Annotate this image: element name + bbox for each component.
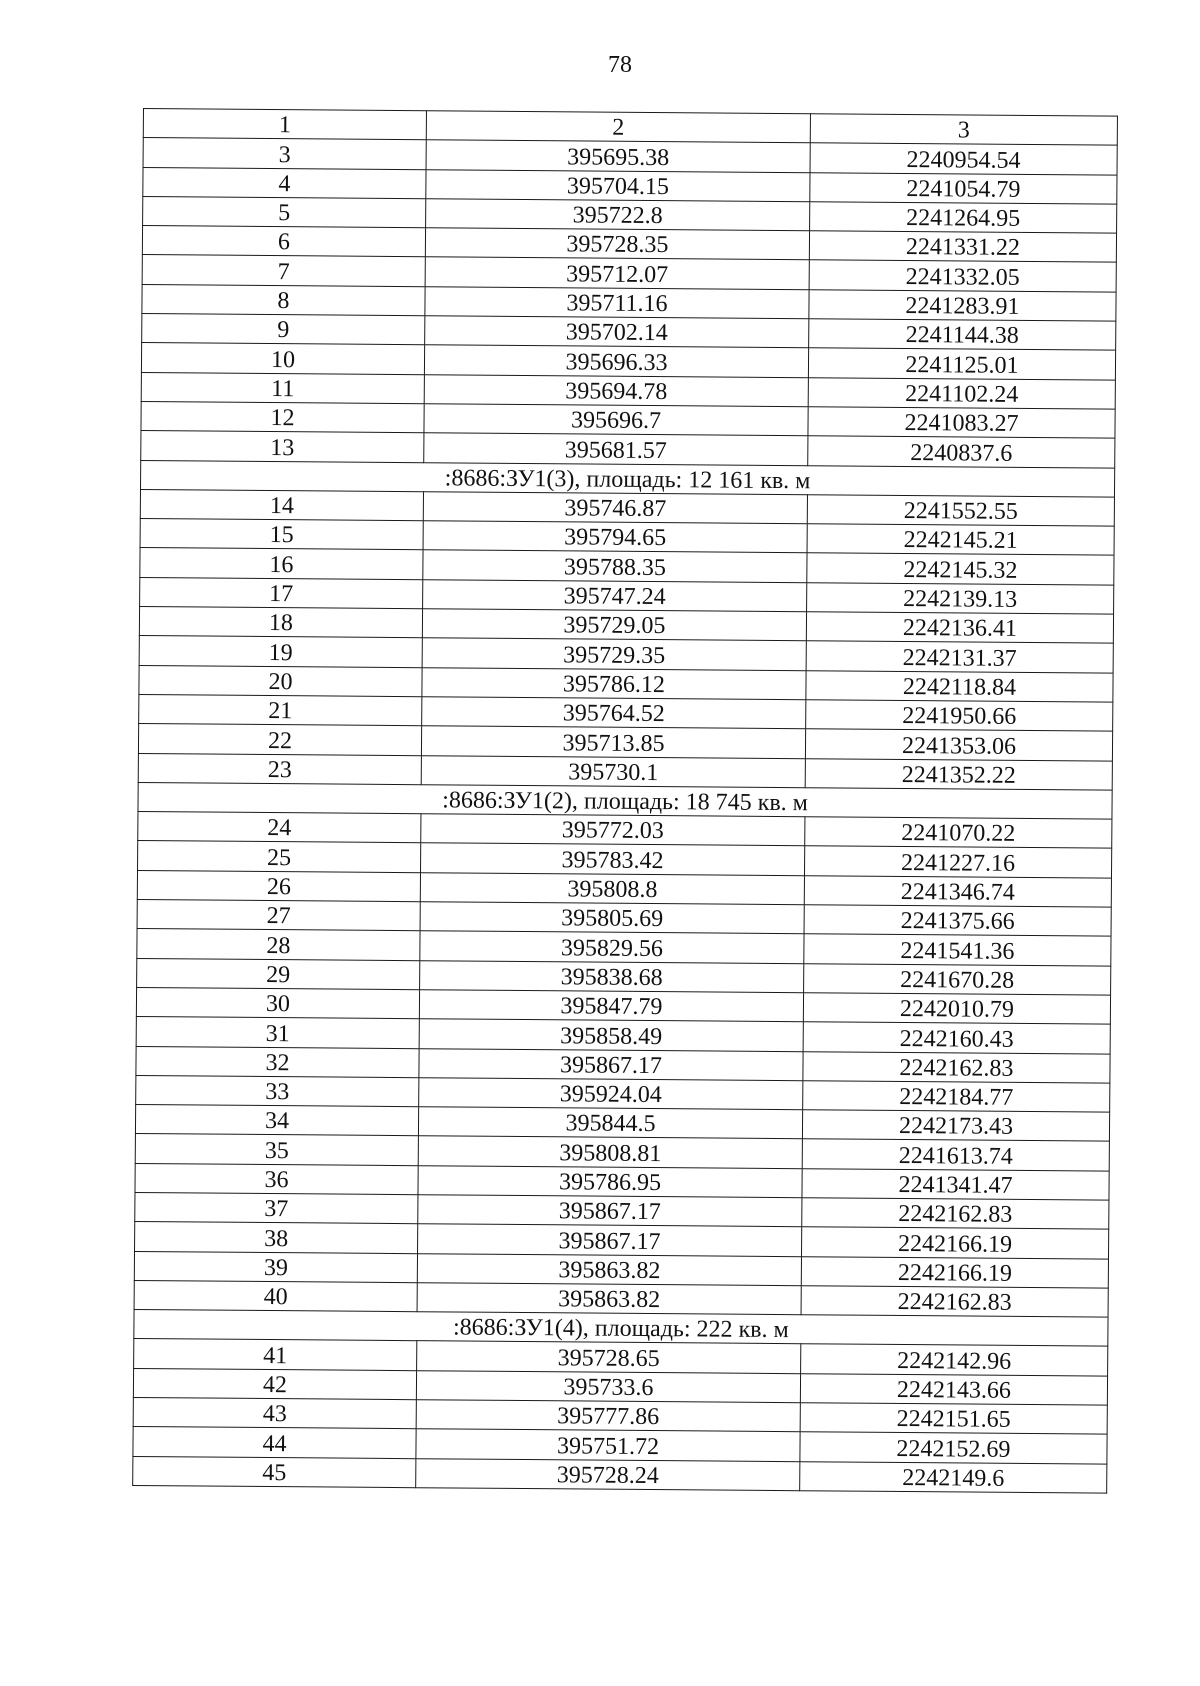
x-coordinate-cell: 395847.79 [419, 990, 803, 1022]
y-coordinate-cell: 2241102.24 [808, 377, 1115, 409]
y-coordinate-cell: 2242166.19 [801, 1256, 1108, 1288]
y-coordinate-cell: 2241125.01 [808, 348, 1115, 380]
y-coordinate-cell: 2242136.41 [806, 612, 1113, 644]
x-coordinate-cell: 395829.56 [420, 931, 804, 963]
y-coordinate-cell: 2242152.69 [800, 1432, 1107, 1464]
x-coordinate-cell: 395924.04 [419, 1077, 803, 1109]
point-number-cell: 19 [139, 636, 422, 668]
x-coordinate-cell: 395788.35 [423, 550, 807, 582]
x-coordinate-cell: 395696.33 [424, 345, 808, 377]
x-coordinate-cell: 395867.17 [418, 1224, 802, 1256]
y-coordinate-cell: 2242149.6 [800, 1461, 1107, 1493]
x-coordinate-cell: 395704.15 [426, 169, 810, 201]
point-number-cell: 25 [138, 841, 421, 873]
y-coordinate-cell: 2242010.79 [803, 993, 1110, 1025]
point-number-cell: 45 [133, 1456, 416, 1488]
y-coordinate-cell: 2242142.96 [801, 1344, 1108, 1376]
x-coordinate-cell: 395751.72 [416, 1429, 800, 1461]
x-coordinate-cell: 395746.87 [423, 492, 807, 524]
x-coordinate-cell: 395728.35 [425, 228, 809, 260]
point-number-cell: 10 [141, 343, 424, 375]
point-number-cell: 6 [142, 226, 425, 258]
point-number-cell: 42 [133, 1368, 416, 1400]
y-coordinate-cell: 2242131.37 [806, 641, 1113, 673]
section-title: :8686:ЗУ1(2), площадь: 18 745 кв. м [138, 782, 1112, 819]
y-coordinate-cell: 2242139.13 [807, 582, 1114, 614]
x-coordinate-cell: 395867.17 [418, 1195, 802, 1227]
point-number-cell: 13 [141, 431, 424, 463]
x-coordinate-cell: 395764.52 [422, 697, 806, 729]
point-number-cell: 26 [137, 870, 420, 902]
point-number-cell: 34 [135, 1105, 418, 1137]
point-number-cell: 31 [136, 1017, 419, 1049]
point-number-cell: 30 [136, 987, 419, 1019]
point-number-cell: 4 [143, 167, 426, 199]
y-coordinate-cell: 2241264.95 [810, 202, 1117, 234]
point-number-cell: 22 [138, 724, 421, 756]
point-number-cell: 8 [142, 284, 425, 316]
x-coordinate-cell: 395747.24 [423, 579, 807, 611]
x-coordinate-cell: 395729.35 [422, 638, 806, 670]
y-coordinate-cell: 2241331.22 [809, 231, 1116, 263]
column-header-y: 3 [810, 114, 1117, 146]
y-coordinate-cell: 2242145.32 [807, 553, 1114, 585]
x-coordinate-cell: 395711.16 [425, 287, 809, 319]
x-coordinate-cell: 395722.8 [426, 199, 810, 231]
y-coordinate-cell: 2242160.43 [803, 1022, 1110, 1054]
column-header-x: 2 [426, 111, 810, 143]
y-coordinate-cell: 2241054.79 [810, 172, 1117, 204]
point-number-cell: 27 [137, 899, 420, 931]
point-number-cell: 35 [135, 1134, 418, 1166]
y-coordinate-cell: 2242166.19 [802, 1227, 1109, 1259]
x-coordinate-cell: 395733.6 [416, 1370, 800, 1402]
y-coordinate-cell: 2242173.43 [802, 1110, 1109, 1142]
y-coordinate-cell: 2242184.77 [803, 1081, 1110, 1113]
y-coordinate-cell: 2242118.84 [806, 670, 1113, 702]
x-coordinate-cell: 395786.95 [418, 1165, 802, 1197]
point-number-cell: 40 [134, 1280, 417, 1312]
x-coordinate-cell: 395694.78 [424, 374, 808, 406]
x-coordinate-cell: 395730.1 [421, 755, 805, 787]
y-coordinate-cell: 2241083.27 [808, 407, 1115, 439]
y-coordinate-cell: 2240954.54 [810, 143, 1117, 175]
y-coordinate-cell: 2240837.6 [808, 436, 1115, 468]
y-coordinate-cell: 2241341.47 [802, 1168, 1109, 1200]
x-coordinate-cell: 395808.81 [418, 1136, 802, 1168]
point-number-cell: 14 [140, 489, 423, 521]
x-coordinate-cell: 395729.05 [422, 609, 806, 641]
y-coordinate-cell: 2241950.66 [806, 700, 1113, 732]
y-coordinate-cell: 2241070.22 [805, 817, 1112, 849]
point-number-cell: 20 [139, 665, 422, 697]
x-coordinate-cell: 395681.57 [424, 433, 808, 465]
y-coordinate-cell: 2241353.06 [805, 729, 1112, 761]
point-number-cell: 16 [140, 548, 423, 580]
point-number-cell: 23 [138, 753, 421, 785]
x-coordinate-cell: 395772.03 [421, 814, 805, 846]
point-number-cell: 15 [140, 519, 423, 551]
page-number: 78 [608, 52, 632, 78]
y-coordinate-cell: 2241346.74 [804, 875, 1111, 907]
coordinates-table-body [133, 109, 1118, 1494]
point-number-cell: 17 [140, 577, 423, 609]
x-coordinate-cell: 395786.12 [422, 667, 806, 699]
x-coordinate-cell: 395805.69 [420, 902, 804, 934]
point-number-cell: 33 [136, 1075, 419, 1107]
point-number-cell: 18 [139, 607, 422, 639]
y-coordinate-cell: 2242162.83 [802, 1198, 1109, 1230]
x-coordinate-cell: 395867.17 [419, 1048, 803, 1080]
y-coordinate-cell: 2242143.66 [800, 1373, 1107, 1405]
x-coordinate-cell: 395808.8 [420, 872, 804, 904]
y-coordinate-cell: 2241613.74 [802, 1139, 1109, 1171]
x-coordinate-cell: 395838.68 [420, 960, 804, 992]
y-coordinate-cell: 2241332.05 [809, 260, 1116, 292]
x-coordinate-cell: 395844.5 [418, 1107, 802, 1139]
x-coordinate-cell: 395712.07 [425, 257, 809, 289]
y-coordinate-cell: 2242162.83 [801, 1286, 1108, 1318]
y-coordinate-cell: 2241541.36 [804, 934, 1111, 966]
point-number-cell: 9 [142, 314, 425, 346]
y-coordinate-cell: 2241375.66 [804, 905, 1111, 937]
point-number-cell: 36 [135, 1163, 418, 1195]
point-number-cell: 21 [139, 694, 422, 726]
x-coordinate-cell: 395858.49 [419, 1019, 803, 1051]
point-number-cell: 24 [138, 812, 421, 844]
x-coordinate-cell: 395863.82 [417, 1283, 801, 1315]
x-coordinate-cell: 395777.86 [416, 1400, 800, 1432]
point-number-cell: 11 [141, 372, 424, 404]
point-number-cell: 32 [136, 1046, 419, 1078]
x-coordinate-cell: 395696.7 [424, 404, 808, 436]
point-number-cell: 7 [142, 255, 425, 287]
point-number-cell: 29 [137, 958, 420, 990]
x-coordinate-cell: 395794.65 [423, 521, 807, 553]
x-coordinate-cell: 395713.85 [421, 726, 805, 758]
x-coordinate-cell: 395695.38 [426, 140, 810, 172]
y-coordinate-cell: 2241552.55 [807, 495, 1114, 527]
point-number-cell: 28 [137, 929, 420, 961]
y-coordinate-cell: 2241227.16 [804, 846, 1111, 878]
x-coordinate-cell: 395728.65 [417, 1341, 801, 1373]
column-header-point: 1 [143, 109, 426, 141]
point-number-cell: 37 [135, 1192, 418, 1224]
point-number-cell: 41 [134, 1339, 417, 1371]
point-number-cell: 44 [133, 1427, 416, 1459]
point-number-cell: 12 [141, 401, 424, 433]
section-title: :8686:ЗУ1(4), площадь: 222 кв. м [134, 1310, 1108, 1347]
coordinates-table [132, 108, 1118, 1494]
point-number-cell: 43 [133, 1398, 416, 1430]
y-coordinate-cell: 2241670.28 [804, 963, 1111, 995]
y-coordinate-cell: 2242151.65 [800, 1403, 1107, 1435]
point-number-cell: 39 [134, 1251, 417, 1283]
x-coordinate-cell: 395863.82 [417, 1253, 801, 1285]
x-coordinate-cell: 395702.14 [425, 316, 809, 348]
x-coordinate-cell: 395728.24 [416, 1458, 800, 1490]
point-number-cell: 38 [135, 1222, 418, 1254]
y-coordinate-cell: 2242145.21 [807, 524, 1114, 556]
point-number-cell: 3 [143, 138, 426, 170]
y-coordinate-cell: 2241283.91 [809, 290, 1116, 322]
point-number-cell: 5 [143, 196, 426, 228]
y-coordinate-cell: 2241352.22 [805, 758, 1112, 790]
y-coordinate-cell: 2241144.38 [809, 319, 1116, 351]
y-coordinate-cell: 2242162.83 [803, 1051, 1110, 1083]
section-title: :8686:ЗУ1(3), площадь: 12 161 кв. м [141, 460, 1115, 497]
x-coordinate-cell: 395783.42 [421, 843, 805, 875]
